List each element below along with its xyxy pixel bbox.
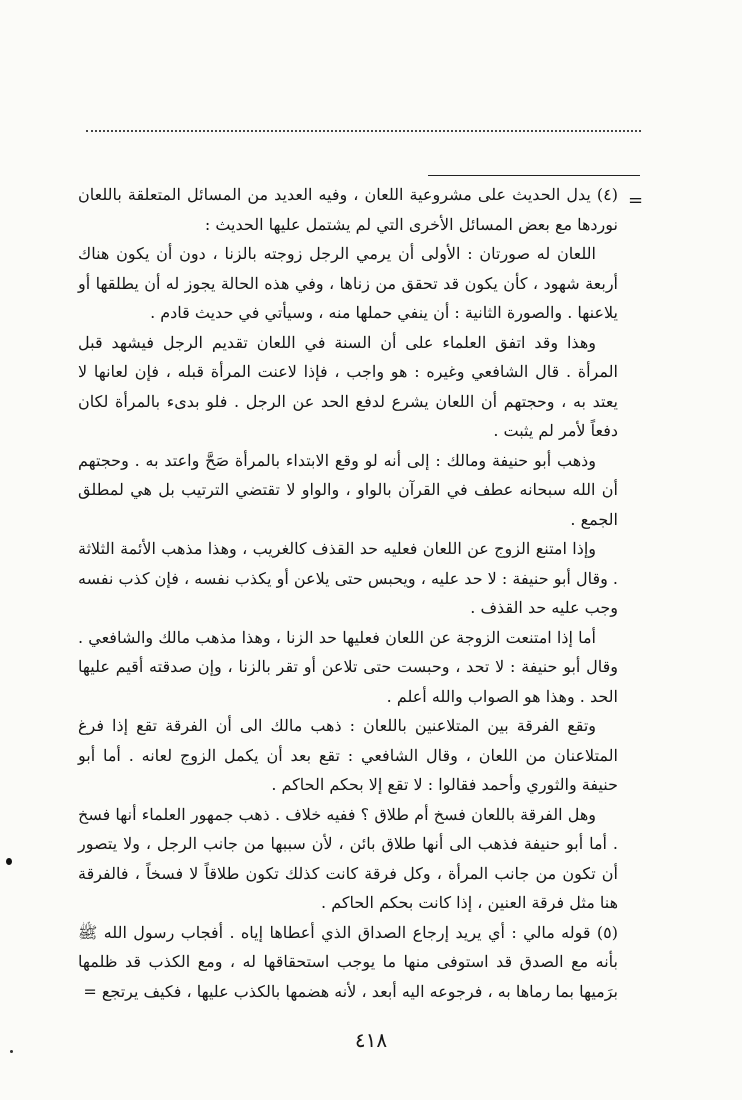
dotted-separator: [86, 130, 641, 132]
scan-speck-small: [10, 1050, 13, 1053]
paragraph-husband-refuses: وإذا امتنع الزوج عن اللعان فعليه حد القذف كالغريب ، وهذا مذهب الأئمة الثلاثة . وقال أبو حنيفة : لا حد عليه ، ويحبس حتى يلاعن أو يكذب نفسه ، فإن كذب نفسه وجب عليه حد القذف .: [78, 539, 618, 617]
paragraph-separation-timing: وتقع الفرقة بين المتلاعنين باللعان : ذهب مالك الى أن الفرقة تقع إذا فرغ المتلاعنان من اللعان ، وقال الشافعي : تقع بعد أن يكمل الزوج لعانه . أما أبو حنيفة والثوري وأحمد فقالوا : لا تقع إلا بحكم الحاكم .: [78, 716, 618, 794]
paragraph-order-man-first: وهذا وقد اتفق العلماء على أن السنة في اللعان تقديم الرجل فيشهد قبل المرأة . قال الشافعي وغيره : هو واجب ، فإذا لاعنت المرأة قبله ، فإن لعانها لا يعتد به ، وحجتهم أن اللعان يشرع لدفع الحد عن الرجل . فلو بدىء بالمرأة لكان دفعاً لأمر لم يثبت .: [78, 332, 618, 440]
paragraph-wife-refuses: أما إذا امتنعت الزوجة عن اللعان فعليها حد الزنا ، وهذا مذهب مالك والشافعي . وقال أبو حنيفة : لا تحد ، وحبست حتى تلاعن أو تقر بالزنا ، وإن صدقته أقيم عليها الحد . وهذا هو الصواب والله أعلم .: [78, 627, 618, 706]
footnote-5: (٥) قوله مالي : أي يريد إرجاع الصداق الذي أعطاها إياه . أفجاب رسول الله ﷺ بأنه مع الصدق قد استوفى منها ما يوجب استحقاقها له ، ومع الكذب قد ظلمها برَميها بما رماها به ، فرجوعه اليه أبعد ، لأنه هضمها بالكذب عليها ، فكيف يرتجع =: [78, 922, 618, 1001]
page-number: ٤١٨: [354, 1028, 388, 1052]
scan-speck: [6, 858, 12, 865]
footnote-rule: [428, 175, 640, 176]
continuation-mark: =: [628, 190, 644, 211]
footnote-text: [78, 180, 618, 1006]
footnote-4: (٤) يدل الحديث على مشروعية اللعان ، وفيه العديد من المسائل المتعلقة باللعان نوردها مع بعض المسائل الأخرى التي لم يشتمل عليها الحديث :: [78, 185, 618, 234]
paragraph-lian-forms: اللعان له صورتان : الأولى أن يرمي الرجل زوجته بالزنا ، دون أن يكون هناك أربعة شهود ، كأن يكون قد تحقق من زناها ، وفي هذه الحالة يجوز له أن يطلقها أو يلاعنها . والصورة الثانية : أن ينفي حملها منه ، وسيأتي في حديث قادم .: [78, 244, 618, 322]
paragraph-annulment-or-divorce: وهل الفرقة باللعان فسخ أم طلاق ؟ ففيه خلاف . ذهب جمهور العلماء أنها فسخ . أما أبو حنيفة فذهب الى أنها طلاق بائن ، لأن سببها من جانب الرجل ، ولا يتصور أن تكون من جانب المرأة ، وكل فرقة كانت كذلك تكون طلاقاً لا فسخاً ، فالفرقة هنا مثل فرقة العنين ، إذا كانت بحكم الحاكم .: [78, 804, 618, 912]
paragraph-hanafi-maliki-view: وذهب أبو حنيفة ومالك : إلى أنه لو وقع الابتداء بالمرأة صَحَّ واعتد به . وحجتهم أن الله سبحانه عطف في القرآن بالواو ، والواو لا تقتضي الترتيب بل هي لمطلق الجمع .: [78, 450, 618, 529]
